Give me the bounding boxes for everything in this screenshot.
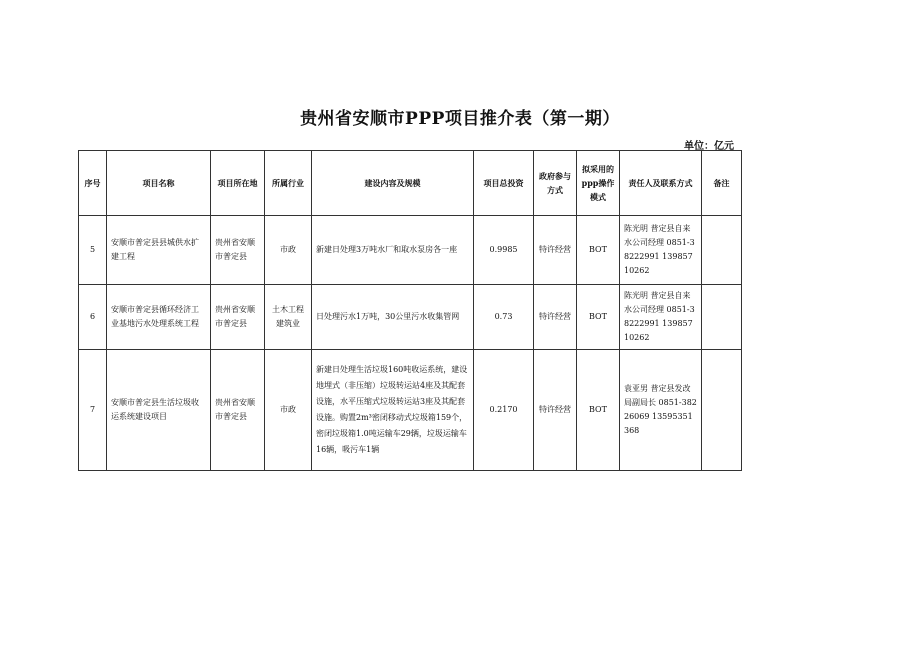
cell-industry: 土木工程建筑业 (265, 285, 312, 350)
cell-industry: 市政 (265, 216, 312, 285)
table-row (79, 216, 742, 285)
cell-content: 新建日处理生活垃圾160吨收运系统，建设地埋式（非压缩）垃圾转运站4座及其配套设施，水平压缩式垃圾转运站3座及其配套设施。购置2m³密闭移动式垃圾箱159个，密闭垃圾箱1.0吨运输车29辆，垃圾运输车16辆，吸污车1辆 (312, 350, 474, 471)
cell-seq: 6 (79, 285, 107, 350)
cell-location: 贵州省安顺市普定县 (211, 216, 265, 285)
cell-remark (702, 216, 742, 285)
cell-mode: BOT (577, 350, 620, 471)
cell-seq: 5 (79, 216, 107, 285)
header-gov: 政府参与方式 (534, 151, 577, 216)
cell-gov: 特许经营 (534, 285, 577, 350)
header-seq: 序号 (79, 151, 107, 216)
cell-remark (702, 350, 742, 471)
cell-gov: 特许经营 (534, 350, 577, 471)
header-remark: 备注 (702, 151, 742, 216)
cell-investment: 0.2170 (474, 350, 534, 471)
cell-mode: BOT (577, 285, 620, 350)
header-name: 项目名称 (107, 151, 211, 216)
table-header-row (79, 151, 742, 216)
cell-gov: 特许经营 (534, 216, 577, 285)
project-table (78, 150, 742, 471)
header-content: 建设内容及规模 (312, 151, 474, 216)
cell-name: 安顺市普定县生活垃圾收运系统建设项目 (107, 350, 211, 471)
header-contact: 责任人及联系方式 (620, 151, 702, 216)
cell-remark (702, 285, 742, 350)
header-location: 项目所在地 (211, 151, 265, 216)
cell-content: 新建日处理3万吨水厂和取水泵房各一座 (312, 216, 474, 285)
cell-name: 安顺市普定县循环经济工业基地污水处理系统工程 (107, 285, 211, 350)
table-row (79, 350, 742, 471)
cell-seq: 7 (79, 350, 107, 471)
unit-label: 单位：亿元 (684, 141, 734, 152)
cell-contact: 陈光明 普定县自来水公司经理 0851-38222991 13985710262 (620, 285, 702, 350)
cell-contact: 袁亚男 普定县发改局副局长 0851-38226069 13595351368 (620, 350, 702, 471)
cell-contact: 陈光明 普定县自来水公司经理 0851-38222991 13985710262 (620, 216, 702, 285)
cell-investment: 0.9985 (474, 216, 534, 285)
cell-name: 安顺市普定县县城供水扩建工程 (107, 216, 211, 285)
header-investment: 项目总投资 (474, 151, 534, 216)
cell-location: 贵州省安顺市普定县 (211, 285, 265, 350)
header-industry: 所属行业 (265, 151, 312, 216)
cell-content: 日处理污水1万吨，30公里污水收集管网 (312, 285, 474, 350)
page-title: 贵州省安顺市PPP项目推介表（第一期） (300, 109, 620, 129)
cell-industry: 市政 (265, 350, 312, 471)
cell-mode: BOT (577, 216, 620, 285)
header-mode: 拟采用的ppp操作模式 (577, 151, 620, 216)
cell-location: 贵州省安顺市普定县 (211, 350, 265, 471)
table-row (79, 285, 742, 350)
cell-investment: 0.73 (474, 285, 534, 350)
